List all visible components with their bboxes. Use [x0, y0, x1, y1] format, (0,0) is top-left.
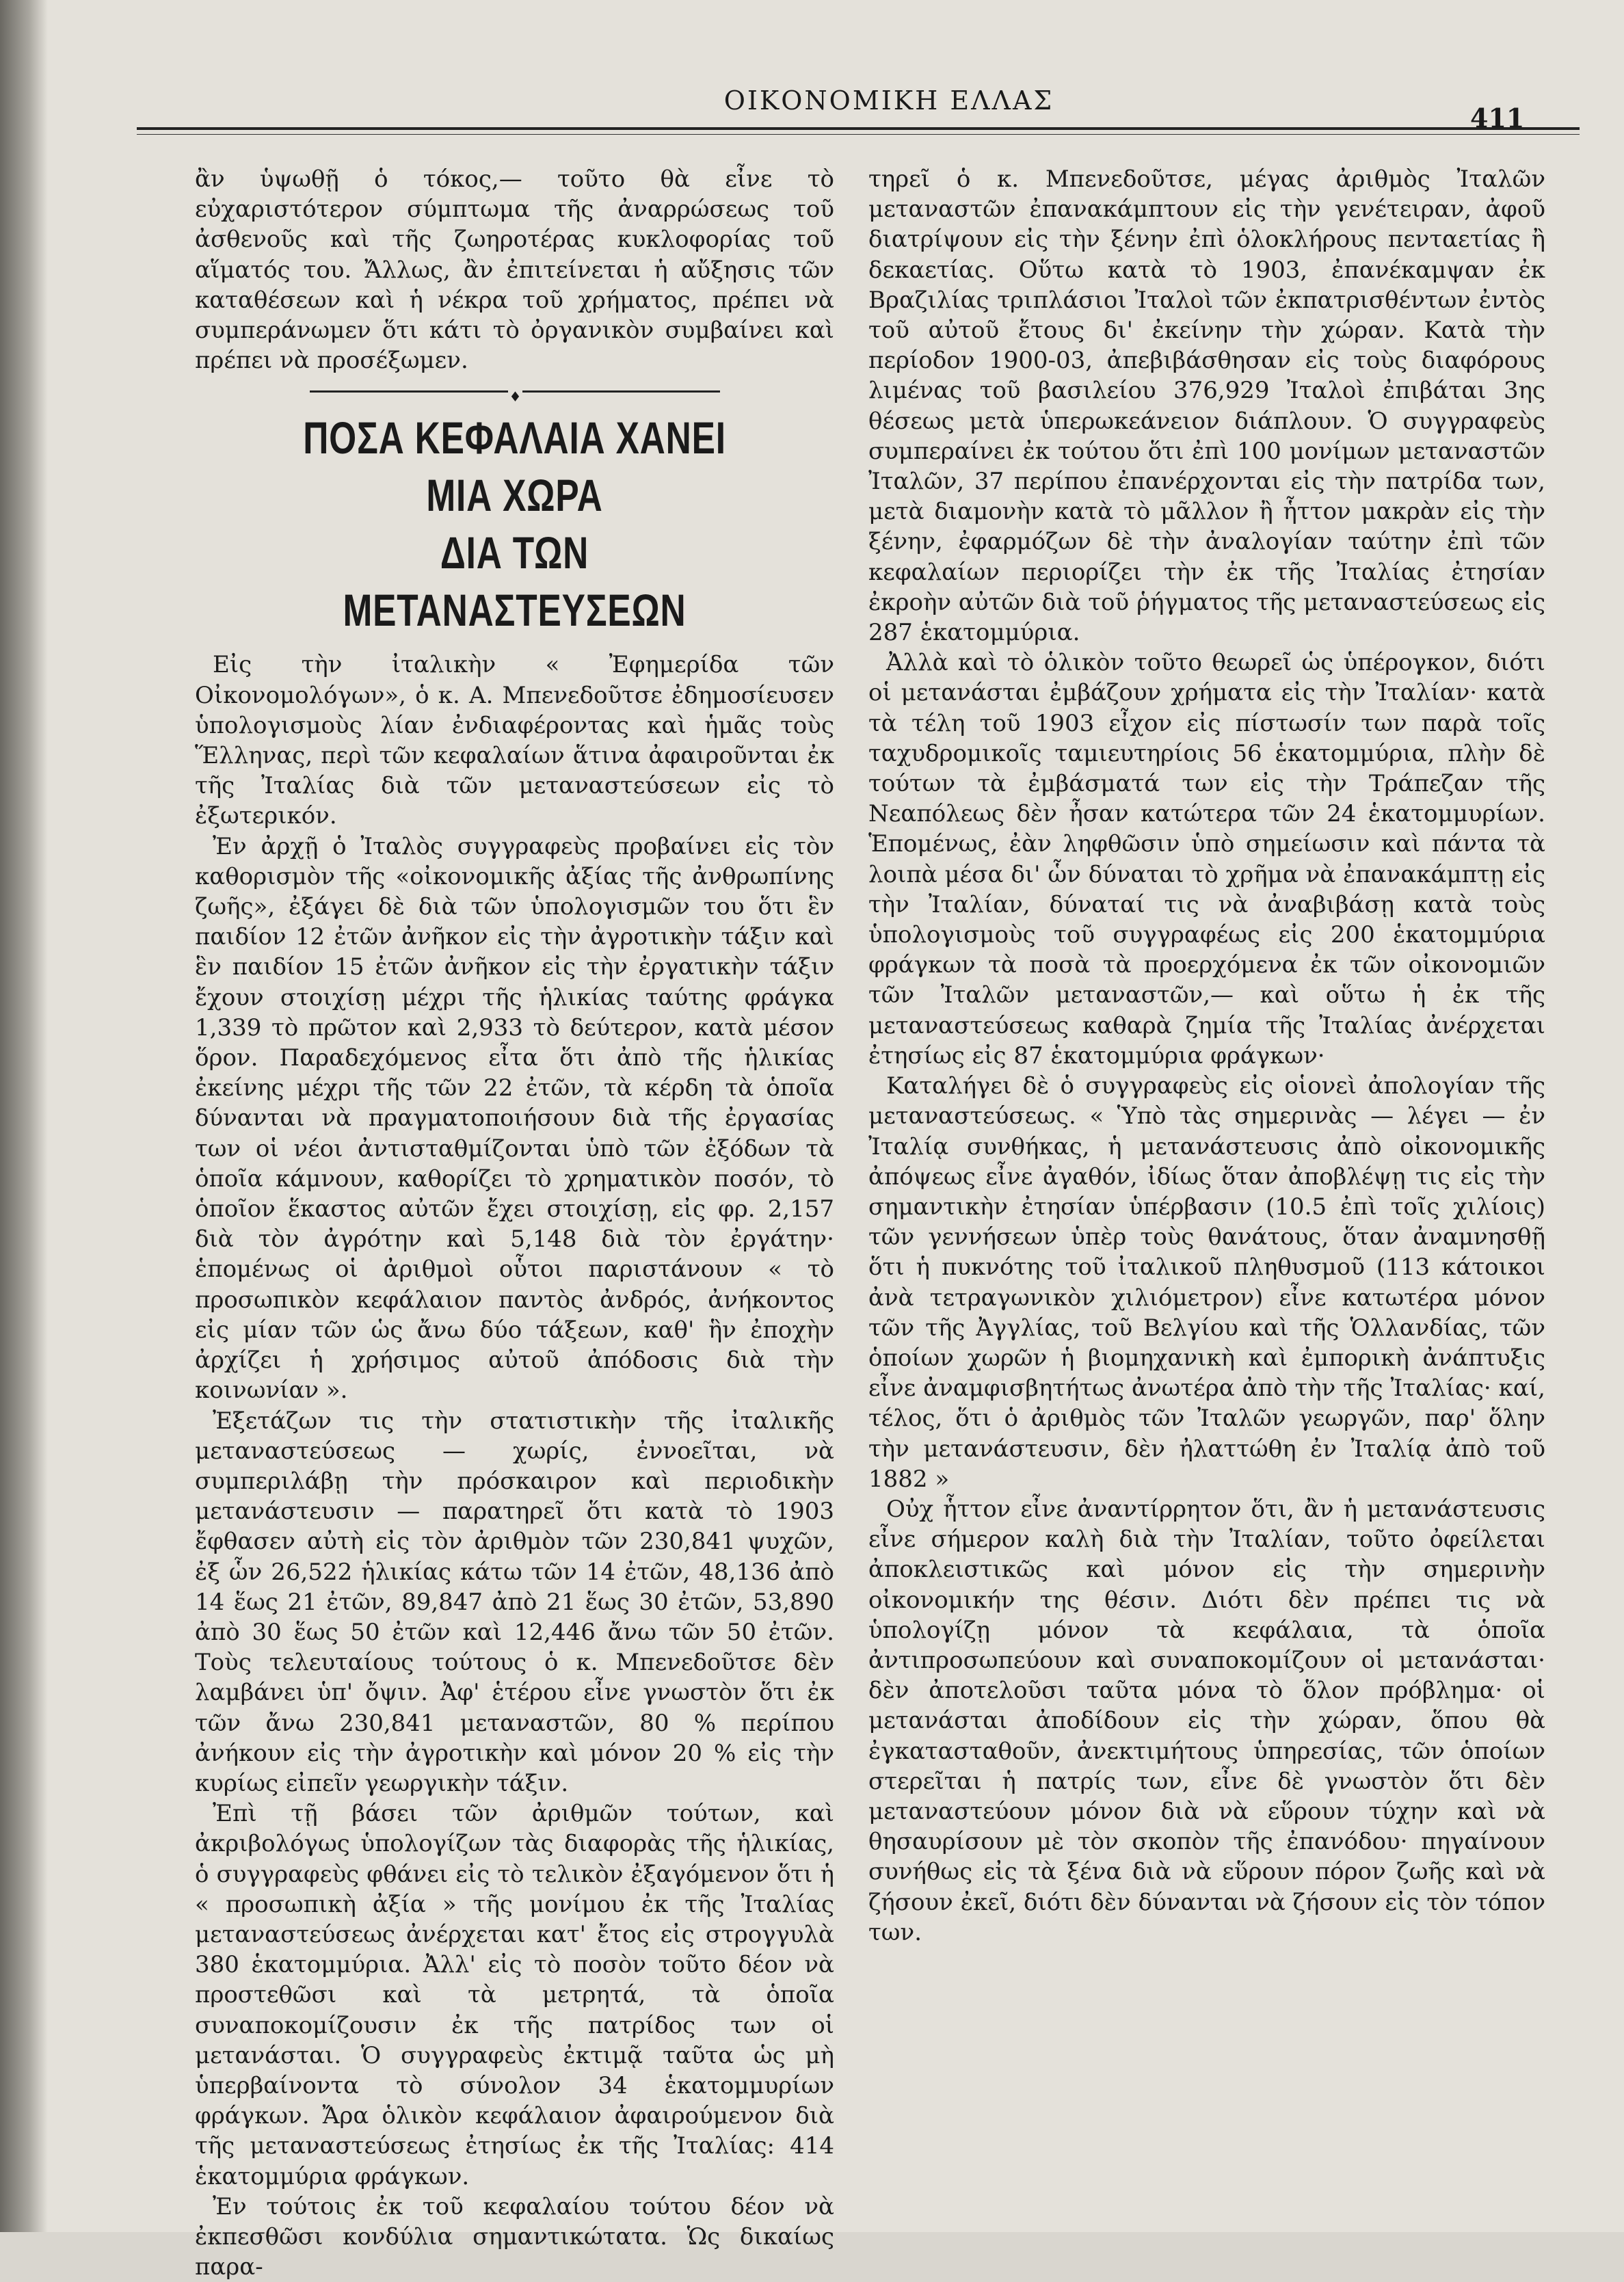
- header-rule: [137, 127, 1580, 130]
- section-divider: [310, 390, 720, 393]
- article-headline-line-1: ΠΟΣΑ ΚΕΦΑΛΑΙΑ ΧΑΝΕΙ ΜΙΑ ΧΩΡΑ: [303, 412, 726, 521]
- body-paragraph: Οὐχ ἧττον εἶνε ἀναντίρρητον ὅτι, ἂν ἡ μετανάστευσις εἶνε σήμερον καλὴ διὰ τὴν Ἰταλίαν, τοῦτο ὀφείλεται ἀποκλειστικῶς καὶ μόνον εἰς τὴν σημερινὴν οἰκονομικήν της θέσιν. Διότι δὲν πρέπει τις νὰ ὑπολογίζῃ μόνον τὰ κεφάλαια, τὰ ὁποῖα ἀντιπροσωπεύουν καὶ συναποκομίζουν οἱ μετανάσται· δὲν ἀποτελοῦσι ταῦτα μόνα τὸ ὅλον πρόβλημα· οἱ μετανάσται ἀποδίδουν εἰς τὴν χώραν, ὅπου θὰ ἐγκατασταθοῦν, ἀνεκτιμήτους ὑπηρεσίας, τῶν ὁποίων στερεῖται ἡ πατρίς των, εἶνε δὲ γνωστὸν ὅτι δὲν μεταναστεύουν μόνον διὰ νὰ εὕρουν τύχην καὶ νὰ θησαυρίσουν μὲ τὸν σκοπὸν τῆς ἐπανόδου· πηγαίνουν συνήθως εἰς τὰ ξένα διὰ νὰ εὕρουν πόρον ζωῆς καὶ νὰ ζήσουν ἐκεῖ, διότι δὲν δύνανται νὰ ζήσουν εἰς τὸν τόπον των.: [868, 1495, 1545, 1946]
- body-paragraph: Ἐπὶ τῇ βάσει τῶν ἀριθμῶν τούτων, καὶ ἀκριβολόγως ὑπολογίζων τὰς διαφορὰς τῆς ἡλικίας, ὁ συγγραφεὺς φθάνει εἰς τὸ τελικὸν ἐξαγόμενον ὅτι ἡ « προσωπικὴ ἀξία » τῆς μονίμου ἐκ τῆς Ἰταλίας μεταναστεύσεως ἀνέρχεται κατ' ἔτος εἰς στρογγυλὰ 380 ἑκατομμύρια. Ἀλλ' εἰς τὸ ποσὸν τοῦτο δέον νὰ προστεθῶσι καὶ τὰ μετρητά, τὰ ὁποῖα συναποκομίζουσιν ἐκ τῆς πατρίδος των οἱ μετανάσται. Ὁ συγγραφεὺς ἐκτιμᾷ ταῦτα ὡς μὴ ὑπερβαίνοντα τὸ σύνολον 34 ἑκατομμυρίων φράγκων. Ἄρα ὁλικὸν κεφάλαιον ἀφαιρούμενον διὰ τῆς μεταναστεύσεως ἐτησίως ἐκ τῆς Ἰταλίας: 414 ἑκατομμύρια φράγκων.: [195, 1800, 834, 2190]
- left-column: [195, 164, 834, 2282]
- body-paragraph: Ἐν ἀρχῇ ὁ Ἰταλὸς συγγραφεὺς προβαίνει εἰς τὸν καθορισμὸν τῆς «οἰκονομικῆς ἀξίας τῆς ἀνθρωπίνης ζωῆς», ἐξάγει δὲ διὰ τῶν ὑπολογισμῶν του ὅτι ἓν παιδίον 12 ἐτῶν ἀνῆκον εἰς τὴν ἀγροτικὴν τάξιν καὶ ἓν παιδίον 15 ἐτῶν ἀνῆκον εἰς τὴν ἐργατικὴν τάξιν ἔχουν στοιχίσῃ μέχρι τῆς ἡλικίας ταύτης φράγκα 1,339 τὸ πρῶτον καὶ 2,933 τὸ δεύτερον, κατὰ μέσον ὅρον. Παραδεχόμενος εἶτα ὅτι ἀπὸ τῆς ἡλικίας ἐκείνης μέχρι τῆς τῶν 22 ἐτῶν, τὰ κέρδη τὰ ὁποῖα δύνανται νὰ πραγματοποιήσουν διὰ τῆς ἐργασίας των οἱ νέοι ἀντισταθμίζονται ὑπὸ τῶν ἐξόδων τὰ ὁποῖα κάμνουν, καθορίζει τὸ χρηματικὸν ποσόν, τὸ ὁποῖον ἕκαστος αὐτῶν ἔχει στοιχίσῃ, εἰς φρ. 2,157 διὰ τὸν ἀγρότην καὶ 5,148 διὰ τὸν ἐργάτην· ἑπομένως οἱ ἀριθμοὶ οὗτοι παριστάνουν « τὸ προσωπικὸν κεφάλαιον παντὸς ἀνδρός, ἀνήκοντος εἰς μίαν τῶν ὡς ἄνω δύο τάξεων, καθ' ἣν ἐποχὴν ἀρχίζει ἡ χρήσιμος αὐτοῦ ἀπόδοσις διὰ τὴν κοινωνίαν ».: [195, 832, 834, 1405]
- body-paragraph: Εἰς τὴν ἰταλικὴν « Ἐφημερίδα τῶν Οἰκονομολόγων», ὁ κ. Α. Μπενεδοῦτσε ἐδημοσίευσεν ὑπολογισμοὺς λίαν ἐνδιαφέροντας καὶ ἡμᾶς τοὺς Ἕλληνας, περὶ τῶν κεφαλαίων ἅτινα ἀφαιροῦνται ἐκ τῆς Ἰταλίας διὰ τῶν μεταναστεύσεων εἰς τὸ ἐξωτερικόν.: [195, 651, 834, 830]
- binding-shadow: [0, 0, 48, 2232]
- body-paragraph: Ἐν τούτοις ἐκ τοῦ κεφαλαίου τούτου δέον νὰ ἐκπεσθῶσι κονδύλια σημαντικώτατα. Ὡς δικαίως παρα-: [195, 2192, 834, 2281]
- body-paragraph: Ἀλλὰ καὶ τὸ ὁλικὸν τοῦτο θεωρεῖ ὡς ὑπέρογκον, διότι οἱ μετανάσται ἐμβάζουν χρήματα εἰς τὴν Ἰταλίαν· κατὰ τὰ τέλη τοῦ 1903 εἶχον εἰς πίστωσίν των παρὰ τοῖς ταχυδρομικοῖς ταμιευτηρίοις 56 ἑκατομμύρια, πλὴν δὲ τούτων τὰ ἐμβάσματά των εἰς τὴν Τράπεζαν τῆς Νεαπόλεως δὲν ἦσαν κατώτερα τῶν 24 ἑκατομμυρίων. Ἑπομένως, ἐὰν ληφθῶσιν ὑπὸ σημείωσιν καὶ πάντα τὰ λοιπὰ μέσα δι' ὧν δύναται τὸ χρῆμα νὰ ἐπανακάμπτῃ εἰς τὴν Ἰταλίαν, δύναταί τις νὰ ἀναβιβάσῃ κατὰ τοὺς ὑπολογισμοὺς τοῦ συγγραφέως εἰς 200 ἑκατομμύρια φράγκων τὰ ποσὰ τὰ προερχόμενα ἐκ τῶν οἰκονομιῶν τῶν Ἰταλῶν μεταναστῶν,— καὶ οὕτω ἡ ἐκ τῆς μεταναστεύσεως καθαρὰ ζημία τῆς Ἰταλίας ἀνέρχεται ἐτησίως εἰς 87 ἑκατομμύρια φράγκων·: [868, 649, 1545, 1070]
- body-paragraph: Ἐξετάζων τις τὴν στατιστικὴν τῆς ἰταλικῆς μεταναστεύσεως — χωρίς, ἐννοεῖται, νὰ συμπεριλάβῃ τὴν πρόσκαιρον καὶ περιοδικὴν μετανάστευσιν — παρατηρεῖ ὅτι κατὰ τὸ 1903 ἔφθασεν αὐτὴ εἰς τὸν ἀριθμὸν τῶν 230,841 ψυχῶν, ἐξ ὧν 26,522 ἡλικίας κάτω τῶν 14 ἐτῶν, 48,136 ἀπὸ 14 ἕως 21 ἐτῶν, 89,847 ἀπὸ 21 ἕως 30 ἐτῶν, 53,890 ἀπὸ 30 ἕως 50 ἐτῶν καὶ 12,446 ἄνω τῶν 50 ἐτῶν. Τοὺς τελευταίους τούτους ὁ κ. Μπενεδοῦτσε δὲν λαμβάνει ὑπ' ὄψιν. Ἀφ' ἑτέρου εἶνε γνωστὸν ὅτι ἐκ τῶν ἄνω 230,841 μεταναστῶν, 80 % περίπου ἀνήκουν εἰς τὴν ἀγροτικὴν καὶ μόνον 20 % εἰς τὴν κυρίως εἰπεῖν γεωργικὴν τάξιν.: [195, 1407, 834, 1797]
- header-rule-thin: [137, 134, 1580, 135]
- lead-paragraph: ἂν ὑψωθῇ ὁ τόκος,— τοῦτο θὰ εἶνε τὸ εὐχαριστότερον σύμπτωμα τῆς ἀναρρώσεως τοῦ ἀσθενοῦς καὶ τῆς ζωηροτέρας κυκλοφορίας τοῦ αἵματός του. Ἄλλως, ἂν ἐπιτείνεται ἡ αὔξησις τῶν καταθέσεων καὶ ἡ νέκρα τοῦ χρήματος, πρέπει νὰ συμπεράνωμεν ὅτι κάτι τὸ ὀργανικὸν συμβαίνει καὶ πρέπει νὰ προσέξωμεν.: [195, 165, 834, 375]
- body-paragraph: Καταλήγει δὲ ὁ συγγραφεὺς εἰς οἱονεὶ ἀπολογίαν τῆς μεταναστεύσεως. « Ὑπὸ τὰς σημερινὰς — λέγει — ἐν Ἰταλίᾳ συνθήκας, ἡ μετανάστευσις ἀπὸ οἰκονομικῆς ἀπόψεως εἶνε ἀγαθόν, ἰδίως ὅταν ἀποβλέψῃ τις εἰς τὴν σημαντικὴν ἐτησίαν ὑπέρβασιν (10.5 ἐπὶ τοῖς χιλίοις) τῶν γεννήσεων ὑπὲρ τοὺς θανάτους, ὅταν ἀναμνησθῇ ὅτι ἡ πυκνότης τοῦ ἰταλικοῦ πληθυσμοῦ (113 κάτοικοι ἀνὰ τετραγωνικὸν χιλιόμετρον) εἶνε κατωτέρα μόνον τῶν τῆς Ἀγγλίας, τοῦ Βελγίου καὶ τῆς Ὁλλανδίας, τῶν ὁποίων χωρῶν ἡ βιομηχανικὴ καὶ ἐμπορικὴ ἀνάπτυξις εἶνε ἀναμφισβητήτως ἀνωτέρα ἀπὸ τὴν τῆς Ἰταλίας· καί, τέλος, ὅτι ὁ ἀριθμὸς τῶν Ἰταλῶν γεωργῶν, παρ' ὅλην τὴν μετανάστευσιν, δὲν ἠλαττώθη ἐν Ἰταλίᾳ ἀπὸ τοῦ 1882 »: [868, 1072, 1545, 1493]
- right-column: [868, 164, 1545, 1948]
- page-number: 411: [1470, 103, 1525, 133]
- article-headline-line-2: ΔΙΑ ΤΩΝ ΜΕΤΑΝΑΣΤΕΥΣΕΩΝ: [343, 527, 687, 636]
- running-title: ΟΙΚΟΝΟΜΙΚΗ ΕΛΛΑΣ: [723, 85, 1054, 116]
- body-paragraph: τηρεῖ ὁ κ. Μπενεδοῦτσε, μέγας ἀριθμὸς Ἰταλῶν μεταναστῶν ἐπανακάμπτουν εἰς τὴν γενέτειραν, ἀφοῦ διατρίψουν εἰς τὴν ξένην ἐπὶ ὁλοκλήρους πενταετίας ἢ δεκαετίας. Οὕτω κατὰ τὸ 1903, ἐπανέκαμψαν ἐκ Βραζιλίας τριπλάσιοι Ἰταλοὶ τῶν ἐκπατρισθέντων ἐντὸς τοῦ αὐτοῦ ἔτους δι' ἐκείνην τὴν χώραν. Κατὰ τὴν περίοδον 1900-03, ἀπεβιβάσθησαν εἰς τοὺς διαφόρους λιμένας τοῦ βασιλείου 376,929 Ἰταλοὶ ἐπιβάται 3ης θέσεως μετὰ ὑπερωκεάνειον διάπλουν. Ὁ συγγραφεὺς συμπεραίνει ἐκ τούτου ὅτι ἐπὶ 100 μονίμων μεταναστῶν Ἰταλῶν, 37 περίπου ἐπανέρχονται εἰς τὴν πατρίδα των, μετὰ διαμονὴν κατὰ τὸ μᾶλλον ἢ ἧττον μακρὰν εἰς τὴν ξένην, ἐφαρμόζων δὲ τὴν ἀναλογίαν ταύτην ἐπὶ τῶν κεφαλαίων περιορίζει τὴν ἐκ τῆς Ἰταλίας ἐτησίαν ἐκροὴν αὐτῶν διὰ τοῦ ῥήγματος τῆς μεταναστεύσεως εἰς 287 ἑκατομμύρια.: [868, 165, 1545, 647]
